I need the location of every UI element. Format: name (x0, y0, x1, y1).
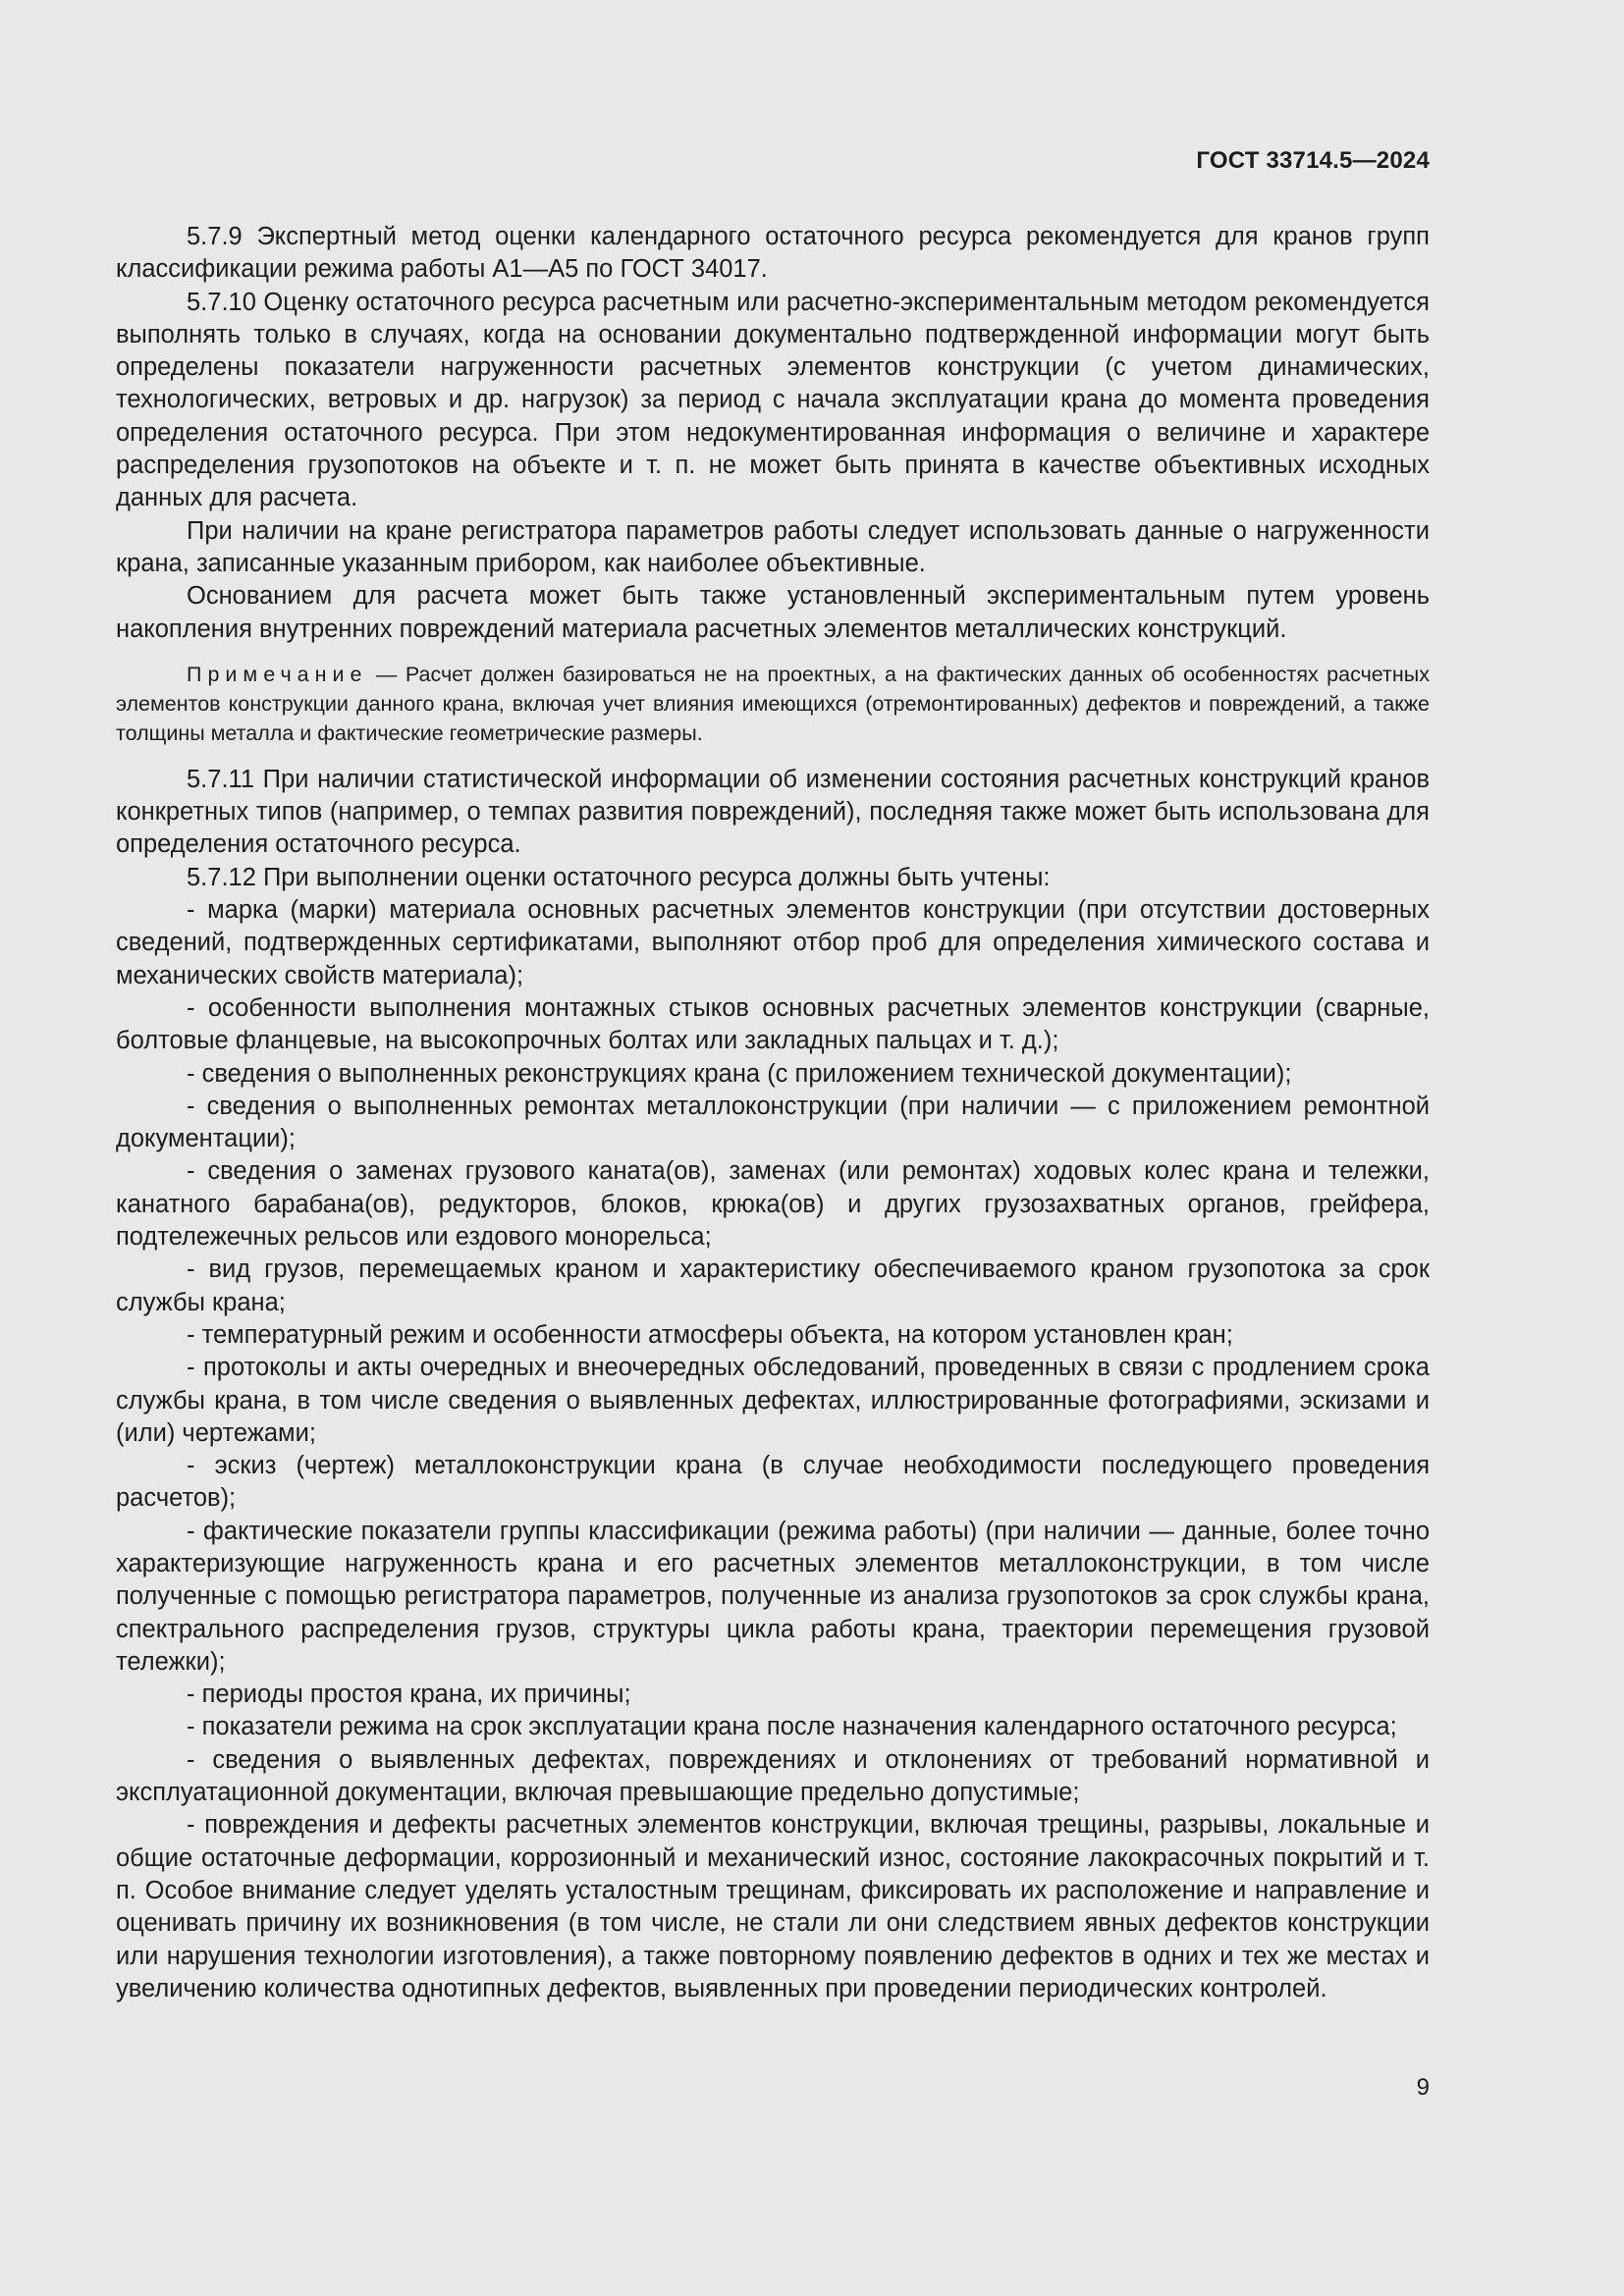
page-number: 9 (1416, 2074, 1430, 2101)
list-item: - показатели режима на срок эксплуатации крана после назначения календарного остаточного ресурса; (187, 1713, 1397, 1741)
list-item: - сведения о выявленных дефектах, повреждениях и отклонениях от требований нормативной и эксплуатационной документации, включая превышающие предельно допустимые; (116, 1745, 1430, 1807)
list-item: - вид грузов, перемещаемых краном и характеристику обеспечиваемого краном грузопотока за срок службы крана; (116, 1255, 1430, 1316)
note (116, 660, 1430, 748)
list-item: - протоколы и акты очередных и внеочередных обследований, проведенных в связи с продлением срока службы крана, в том числе сведения о выявленных дефектах, иллюстрированные фотографиями, эскизами и (или) чертежами; (116, 1354, 1430, 1447)
paragraph-basis: Основанием для расчета может быть также установленный экспериментальным путем уровень накопления внутренних повреждений материала расчетных элементов металлических конструкций. (116, 582, 1430, 643)
paragraph-5-7-10: 5.7.10 Оценку остаточного ресурса расчетным или расчетно-экспериментальным методом рекомендуется выполнять только в случаях, когда на основании документально подтвержденной информации могут быть определены показатели нагруженности расчетных элементов конструкции (с учетом динамических, технологических, ветровых и др. нагрузок) за период с начала эксплуатации крана до момента проведения определения остаточного ресурса. При этом недокументированная информация о величине и характере распределения грузопотоков на объекте и т. п. не может быть принята в качестве объективных исходных данных для расчета. (116, 288, 1430, 512)
list-item: - особенности выполнения монтажных стыков основных расчетных элементов конструкции (сварные, болтовые фланцевые, на высокопрочных болтах или закладных пальцах и т. д.); (116, 993, 1430, 1055)
list-item: - повреждения и дефекты расчетных элементов конструкции, включая трещины, разрывы, локальные и общие остаточные деформации, коррозионный и механический износ, состояние лакокрасочных покрытий и т. п. Особое внимание следует уделять усталостным трещинам, фиксировать их расположение и направление и оценивать причину их возникновения (в том числе, не стали ли они следствием явных дефектов конструкции или нарушения технологии изготовления), а также повторному появлению дефектов в одних и тех же местах и увеличению количества однотипных дефектов, выявленных при проведении периодических контролей. (116, 1811, 1430, 2002)
list-item: - температурный режим и особенности атмосферы объекта, на котором установлен кран; (187, 1320, 1233, 1349)
paragraph-5-7-12: 5.7.12 При выполнении оценки остаточного ресурса должны быть учтены: (187, 863, 1051, 891)
list-item: - фактические показатели группы классификации (режима работы) (при наличии — данные, более точно характеризующие нагруженность крана и его расчетных элементов металлоконструкции, в том числе полученные с помощью регистратора параметров, полученные из анализа грузопотоков за срок службы крана, спектрального распределения грузов, структуры цикла работы крана, траектории перемещения грузовой тележки); (116, 1517, 1430, 1676)
document-body (116, 221, 1430, 2005)
paragraph-5-7-9: 5.7.9 Экспертный метод оценки календарного остаточного ресурса рекомендуется для кранов групп классификации режима работы А1—А5 по ГОСТ 34017. (116, 223, 1430, 284)
list-item: - сведения о выполненных ремонтах металлоконструкции (при наличии — с приложением ремонтной документации); (116, 1092, 1430, 1153)
list-item: - сведения о заменах грузового каната(ов), заменах (или ремонтах) ходовых колес крана и тележки, канатного барабана(ов), редукторов, блоков, крюка(ов) и других грузозахватных органов, грейфера, подтележечных рельсов или ездового монорельса; (116, 1157, 1430, 1252)
paragraph-5-7-11: 5.7.11 При наличии статистической информации об изменении состояния расчетных конструкций кранов конкретных типов (например, о темпах развития повреждений), последняя также может быть использована для определения остаточного ресурса. (116, 765, 1430, 859)
paragraph-registrar: При наличии на кране регистратора параметров работы следует использовать данные о нагруженности крана, записанные указанным прибором, как наиболее объективные. (116, 516, 1430, 577)
list-item: - сведения о выполненных реконструкциях крана (с приложением технической документации); (187, 1059, 1292, 1088)
list-item: - эскиз (чертеж) металлоконструкции крана (в случае необходимости последующего проведения расчетов); (116, 1452, 1430, 1513)
note-label: Примечание (187, 662, 368, 686)
note-text: — Расчет должен базироваться не на проектных, а на фактических данных об особенностях расчетных элементов конструкции данного крана, включая учет влияния имеющихся (отремонтированных) дефектов и повреждений, а также толщины металла и фактические геометрические размеры. (116, 662, 1430, 745)
list-item: - марка (марки) материала основных расчетных элементов конструкции (при отсутствии достоверных сведений, подтвержденных сертификатами, выполняют отбор проб для определения химического состава и механических свойств материала); (116, 896, 1430, 989)
document-header: ГОСТ 33714.5—2024 (1196, 147, 1430, 174)
list-item: - периоды простоя крана, их причины; (187, 1681, 631, 1709)
